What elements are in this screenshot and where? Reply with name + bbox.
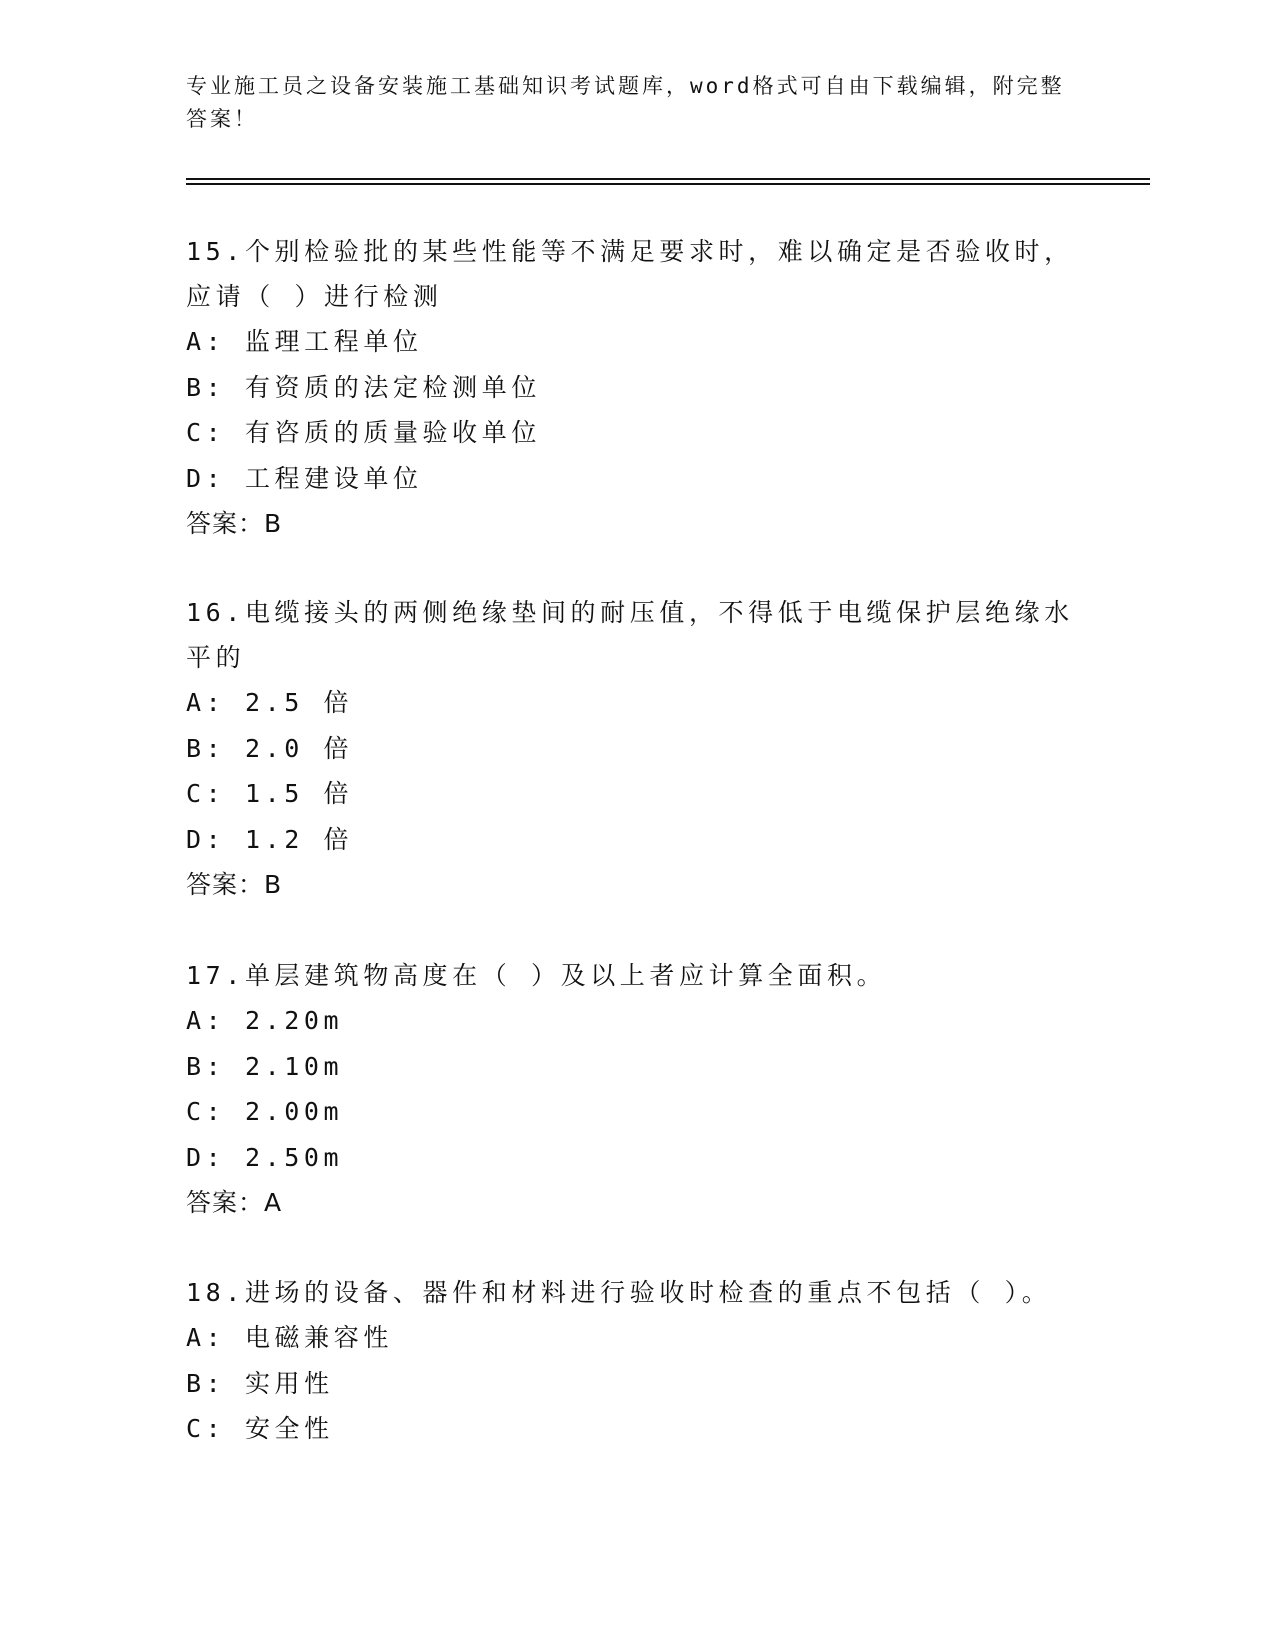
option-a: A: 电磁兼容性 [186,1323,393,1352]
header-divider-top [186,178,1150,180]
question-text: 17.单层建筑物高度在（ ）及以上者应计算全面积。 [186,961,887,990]
option-c: C: 有咨质的质量验收单位 [186,418,541,447]
option-c: C: 安全性 [186,1414,334,1443]
question-15 [186,229,1086,546]
option-a: A: 2.20m [186,1006,344,1035]
option-d: D: 1.2 倍 [186,824,354,854]
option-b: B: 实用性 [186,1368,334,1398]
document-header: 专业施工员之设备安装施工基础知识考试题库，word格式可自由下载编辑，附完整答案！ [186,74,1065,131]
option-a: A: 2.5 倍 [186,688,354,717]
answer: 答案：B [186,870,283,899]
option-b: B: 2.0 倍 [186,733,354,763]
option-c: C: 1.5 倍 [186,779,354,808]
option-d: D: 2.50m [186,1142,344,1172]
question-text: 18.进场的设备、器件和材料进行验收时检查的重点不包括（ ）。 [186,1278,1052,1307]
question-17 [186,953,1086,1225]
option-a: A: 监理工程单位 [186,327,423,356]
question-18 [186,1270,1086,1452]
answer: 答案：A [186,1188,283,1217]
option-c: C: 2.00m [186,1097,344,1126]
option-b: B: 有资质的法定检测单位 [186,372,541,402]
answer: 答案：B [186,509,283,538]
option-d: D: 工程建设单位 [186,463,423,493]
question-16 [186,590,1086,907]
option-b: B: 2.10m [186,1051,344,1081]
question-text: 16.电缆接头的两侧绝缘垫间的耐压值，不得低于电缆保护层绝缘水平的 [186,598,1074,672]
question-text: 15.个别检验批的某些性能等不满足要求时，难以确定是否验收时，应请（ ）进行检测 [186,237,1074,311]
header-divider-bottom [186,183,1150,185]
